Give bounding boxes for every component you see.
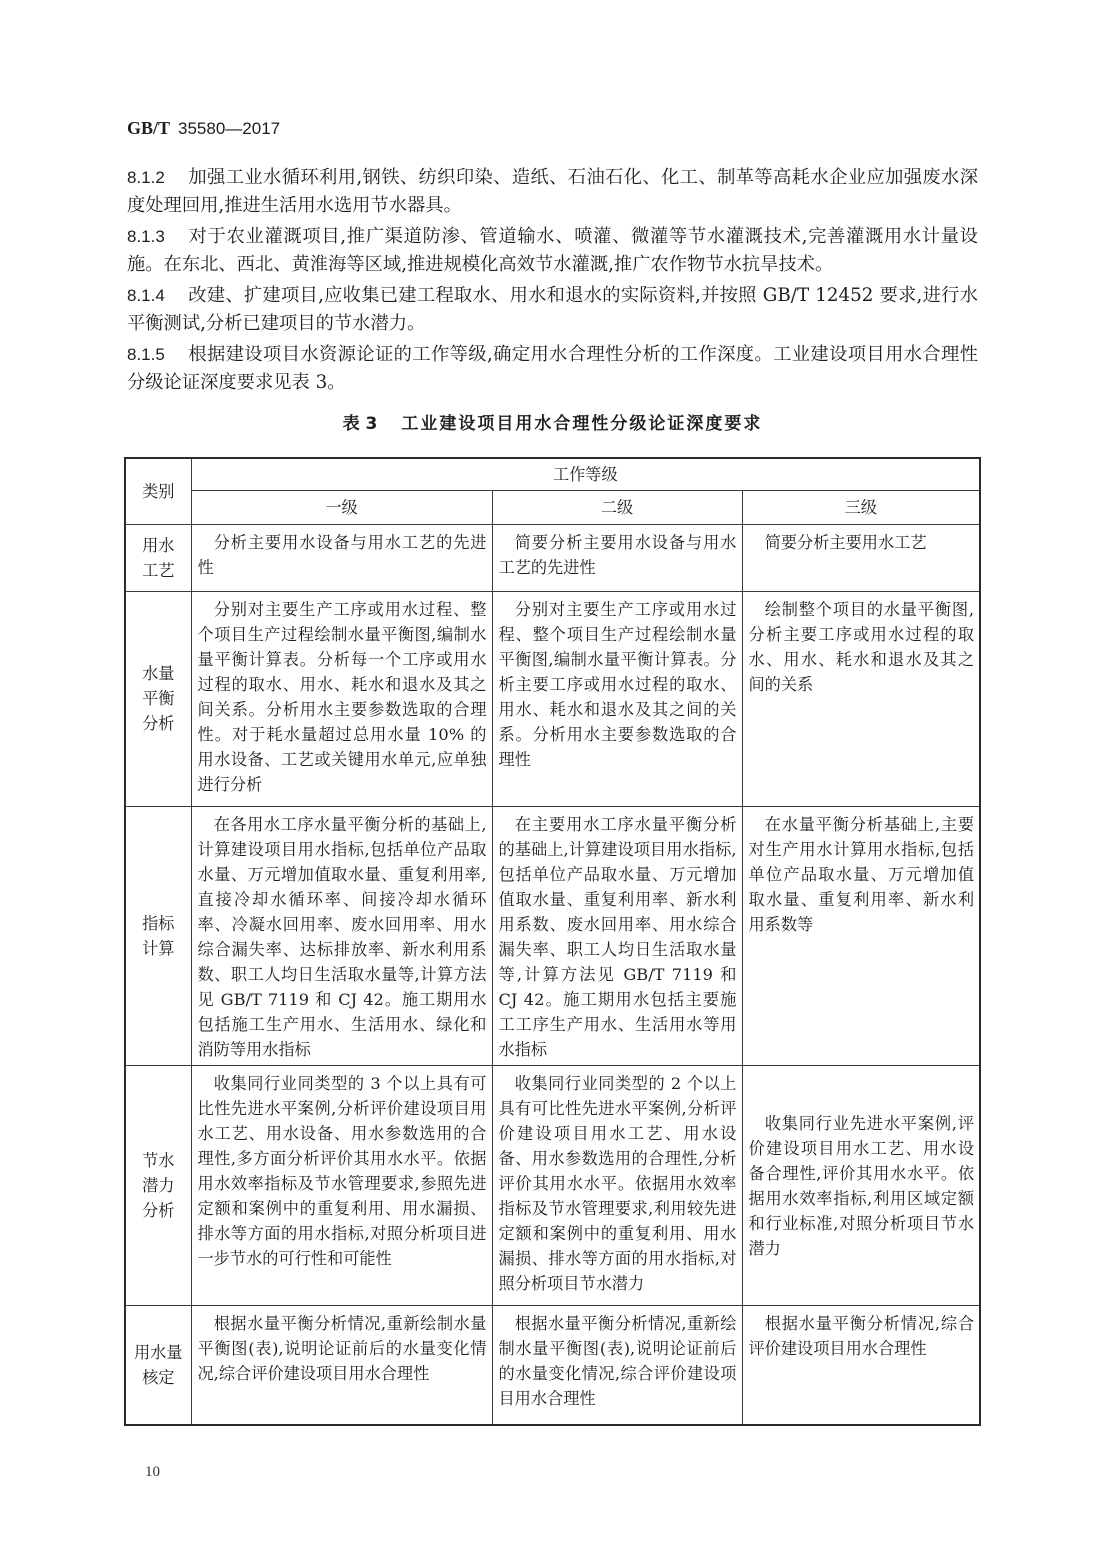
clause-text: 加强工业水循环利用,钢铁、纺织印染、造纸、石油石化、化工、制革等高耗水企业应加强废水深度处理回用,推进生活用水选用节水器具。 <box>127 167 978 216</box>
table-caption <box>127 410 978 438</box>
header-level-1: 一级 <box>191 490 492 524</box>
clause-number: 8.1.2 <box>127 168 165 187</box>
clause-text: 改建、扩建项目,应收集已建工程取水、用水和退水的实际资料,并按照 GB/T 12452 要求,进行水平衡测试,分析已建项目的节水潜力。 <box>127 285 978 334</box>
row-category: 用水 工艺 <box>125 524 191 591</box>
table-title: 工业建设项目用水合理性分级论证深度要求 <box>401 414 763 434</box>
table-header-row <box>125 490 980 524</box>
header-category: 类别 <box>125 458 191 524</box>
cell-level-3: 绘制整个项目的水量平衡图,分析主要工序或用水过程的取水、用水、耗水和退水及其之间的关系 <box>742 591 980 806</box>
cell-level-3: 简要分析主要用水工艺 <box>742 524 980 591</box>
clause-paragraph <box>127 164 978 220</box>
cell-level-2: 简要分析主要用水设备与用水工艺的先进性 <box>492 524 742 591</box>
cell-level-2: 分别对主要生产工序或用水过程、整个项目生产过程绘制水量平衡图,编制水量平衡计算表。分析主要工序或用水过程的取水、用水、耗水和退水及其之间的关系。分析用水主要参数选取的合理性 <box>492 591 742 806</box>
page-body <box>127 164 978 1484</box>
cell-level-1: 收集同行业同类型的 3 个以上具有可比性先进水平案例,分析评价建设项目用水工艺、用水设备、用水参数选用的合理性,多方面分析评价其用水水平。依据用水效率指标及节水管理要求,参照先进定额和案例中的重复利用、用水漏损、排水等方面的用水指标,对照分析项目进一步节水的可行性和可能性 <box>191 1065 492 1305</box>
table-row <box>125 591 980 806</box>
cell-level-2: 收集同行业同类型的 2 个以上具有可比性先进水平案例,分析评价建设项目用水工艺、用水设备、用水参数选用的合理性,分析评价其用水水平。依据用水效率指标及节水管理要求,利用较先进定额和案例中的重复利用、用水漏损、排水等方面的用水指标,对照分析项目节水潜力 <box>492 1065 742 1305</box>
cell-level-1: 分别对主要生产工序或用水过程、整个项目生产过程绘制水量平衡图,编制水量平衡计算表。分析每一个工序或用水过程的取水、用水、耗水和退水及其之间关系。分析用水主要参数选取的合理性。对于耗水量超过总用水量 10% 的用水设备、工艺或关键用水单元,应单独进行分析 <box>191 591 492 806</box>
cell-level-2: 在主要用水工序水量平衡分析的基础上,计算建设项目用水指标,包括单位产品取水量、万元增加值取水量、重复利用率、新水利用系数、废水回用率、用水综合漏失率、职工人均日生活取水量等,计算方法见 GB/T 7119 和 CJ 42。施工期用水包括主要施工工序生产用水、生活用水等用水指标 <box>492 806 742 1065</box>
table-header-row <box>125 458 980 490</box>
row-category: 用水量 核定 <box>125 1305 191 1425</box>
clause-number: 8.1.3 <box>127 227 165 246</box>
standard-prefix: GB/T <box>127 118 171 138</box>
cell-level-1: 在各用水工序水量平衡分析的基础上,计算建设项目用水指标,包括单位产品取水量、万元增加值取水量、重复利用率,直接冷却水循环率、间接冷却水循环率、冷凝水回用率、废水回用率、用水综合漏失率、达标排放率、新水利用系数、职工人均日生活取水量等,计算方法见 GB/T 7119 和 CJ 42。施工期用水包括施工生产用水、生活用水、绿化和消防等用水指标 <box>191 806 492 1065</box>
header-level-3: 三级 <box>742 490 980 524</box>
clause-text: 根据建设项目水资源论证的工作等级,确定用水合理性分析的工作深度。工业建设项目用水合理性分级论证深度要求见表 3。 <box>127 344 978 393</box>
page-number: 10 <box>145 1464 160 1480</box>
row-category: 指标 计算 <box>125 806 191 1065</box>
header-level-2: 二级 <box>492 490 742 524</box>
table-row <box>125 1065 980 1305</box>
requirements-table <box>124 457 981 1426</box>
table-row <box>125 806 980 1065</box>
table-row <box>125 524 980 591</box>
table-row <box>125 1305 980 1425</box>
cell-level-2: 根据水量平衡分析情况,重新绘制水量平衡图(表),说明论证前后的水量变化情况,综合评价建设项目用水合理性 <box>492 1305 742 1425</box>
clause-number: 8.1.5 <box>127 345 165 364</box>
cell-level-3: 根据水量平衡分析情况,综合评价建设项目用水合理性 <box>742 1305 980 1425</box>
table-label: 表 3 <box>342 414 378 434</box>
cell-level-3: 在水量平衡分析基础上,主要对生产用水计算用水指标,包括单位产品取水量、万元增加值取水量、重复利用率、新水利用系数等 <box>742 806 980 1065</box>
clause-paragraph <box>127 282 978 338</box>
row-category: 节水 潜力 分析 <box>125 1065 191 1305</box>
standard-number: 35580—2017 <box>178 119 281 138</box>
clause-text: 对于农业灌溉项目,推广渠道防渗、管道输水、喷灌、微灌等节水灌溉技术,完善灌溉用水计量设施。在东北、西北、黄淮海等区域,推进规模化高效节水灌溉,推广农作物节水抗旱技术。 <box>127 226 978 275</box>
cell-level-3: 收集同行业先进水平案例,评价建设项目用水工艺、用水设备合理性,评价其用水水平。依据用水效率指标,利用区域定额和行业标准,对照分析项目节水潜力 <box>742 1065 980 1305</box>
header-work-level: 工作等级 <box>191 458 980 490</box>
cell-level-1: 根据水量平衡分析情况,重新绘制水量平衡图(表),说明论证前后的水量变化情况,综合评价建设项目用水合理性 <box>191 1305 492 1425</box>
running-header <box>127 114 280 142</box>
clause-paragraph <box>127 341 978 397</box>
clause-number: 8.1.4 <box>127 286 165 305</box>
cell-level-1: 分析主要用水设备与用水工艺的先进性 <box>191 524 492 591</box>
clause-paragraph <box>127 223 978 279</box>
row-category: 水量 平衡 分析 <box>125 591 191 806</box>
